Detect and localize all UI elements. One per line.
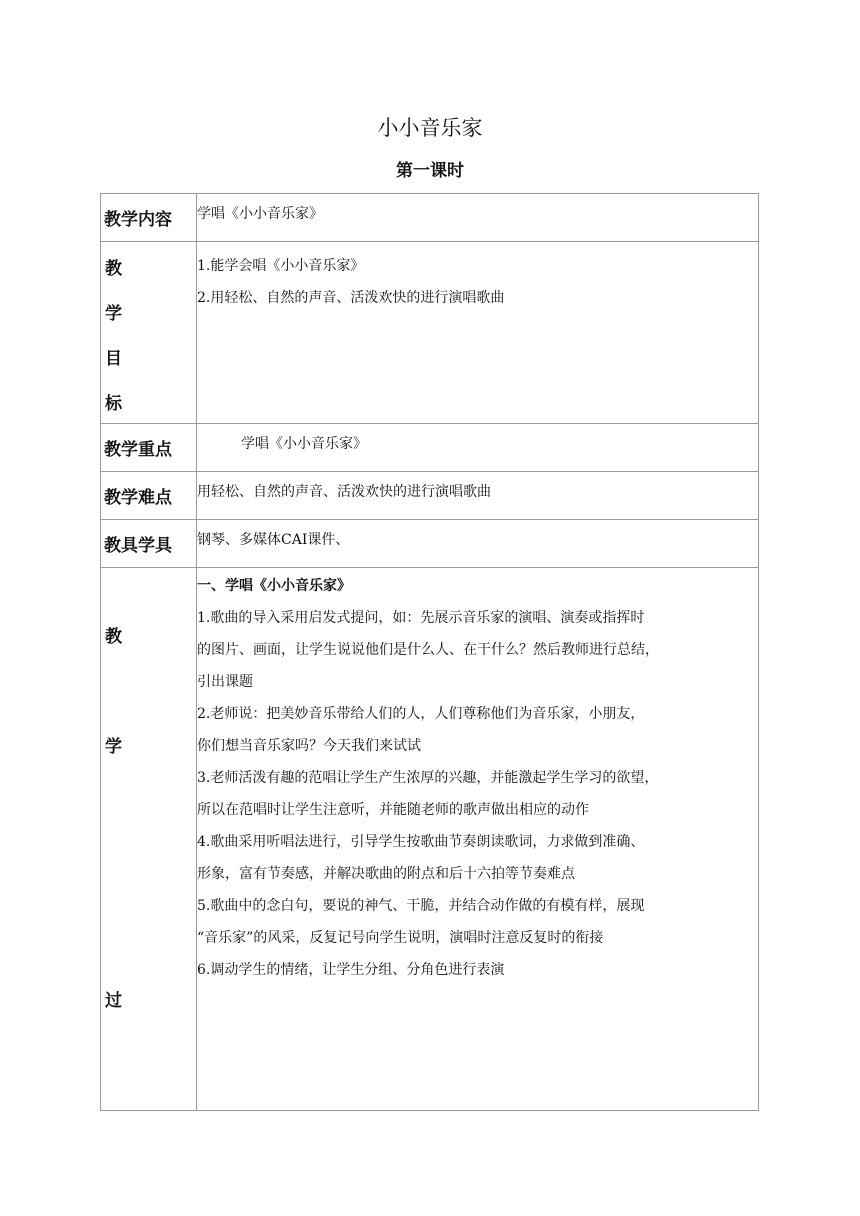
row-teaching-process xyxy=(101,568,759,1111)
process-step-line: 形象，富有节奏感，并解决歌曲的附点和后十六拍等节奏难点 xyxy=(197,866,575,882)
objectives-label-char: 目 xyxy=(105,349,122,369)
process-step-line: 1.歌曲的导入采用启发式提问，如：先展示音乐家的演唱、演奏或指挥时 xyxy=(197,610,645,626)
label-difficulties: 教学难点 xyxy=(101,472,197,520)
teaching-process-steps xyxy=(197,568,759,1111)
label-teaching-tools: 教具学具 xyxy=(101,520,197,568)
process-step-line: 5.歌曲中的念白句，要说的神气、干脆，并结合动作做的有模有样，展现 xyxy=(197,898,645,914)
teaching-tools-value: 钢琴、多媒体CAI课件、 xyxy=(197,520,759,568)
document-title: 小小音乐家 xyxy=(377,116,483,140)
objective-item: 1.能学会唱《小小音乐家》 xyxy=(197,258,365,274)
lesson-plan-table xyxy=(100,193,759,1111)
label-teaching-process xyxy=(101,568,197,1111)
label-teaching-objectives xyxy=(101,242,197,424)
teaching-content-value: 学唱《小小音乐家》 xyxy=(197,194,759,242)
process-step-line: “音乐家”的风采，反复记号向学生说明，演唱时注意反复时的衔接 xyxy=(197,930,604,946)
process-step-line: 所以在范唱时让学生注意听，并能随老师的歌声做出相应的动作 xyxy=(197,802,589,818)
objectives-list xyxy=(197,242,759,424)
process-step-line: 3.老师活泼有趣的范唱让学生产生浓厚的兴趣，并能激起学生学习的欲望， xyxy=(197,770,659,786)
label-key-points: 教学重点 xyxy=(101,424,197,472)
row-teaching-content xyxy=(101,194,759,242)
process-label-char: 教 xyxy=(105,627,122,647)
process-step-line: 2.老师说：把美妙音乐带给人们的人，人们尊称他们为音乐家，小朋友， xyxy=(197,706,645,722)
label-teaching-content: 教学内容 xyxy=(101,194,197,242)
objectives-label-char: 标 xyxy=(105,394,122,414)
difficulties-value: 用轻松、自然的声音、活泼欢快的进行演唱歌曲 xyxy=(197,472,759,520)
lesson-subtitle: 第一课时 xyxy=(396,161,464,181)
row-difficulties xyxy=(101,472,759,520)
objective-item: 2.用轻松、自然的声音、活泼欢快的进行演唱歌曲 xyxy=(197,290,505,306)
process-step-line: 的图片、画面，让学生说说他们是什么人、在干什么？然后教师进行总结， xyxy=(197,642,659,658)
process-step-line: 4.歌曲采用听唱法进行，引导学生按歌曲节奏朗读歌词，力求做到准确、 xyxy=(197,834,645,850)
objectives-label-char: 教 xyxy=(105,259,122,279)
row-key-points xyxy=(101,424,759,472)
row-teaching-tools xyxy=(101,520,759,568)
process-step-line: 6.调动学生的情绪，让学生分组、分角色进行表演 xyxy=(197,962,505,978)
row-teaching-objectives xyxy=(101,242,759,424)
key-points-value: 学唱《小小音乐家》 xyxy=(197,424,759,472)
process-step-line: 引出课题 xyxy=(197,674,253,690)
process-label-char: 学 xyxy=(105,737,122,757)
objectives-label-char: 学 xyxy=(105,304,122,324)
process-label-char: 过 xyxy=(105,991,122,1011)
process-step-line: 你们想当音乐家吗？今天我们来试试 xyxy=(197,738,421,754)
process-section-title: 一、学唱《小小音乐家》 xyxy=(197,578,351,594)
